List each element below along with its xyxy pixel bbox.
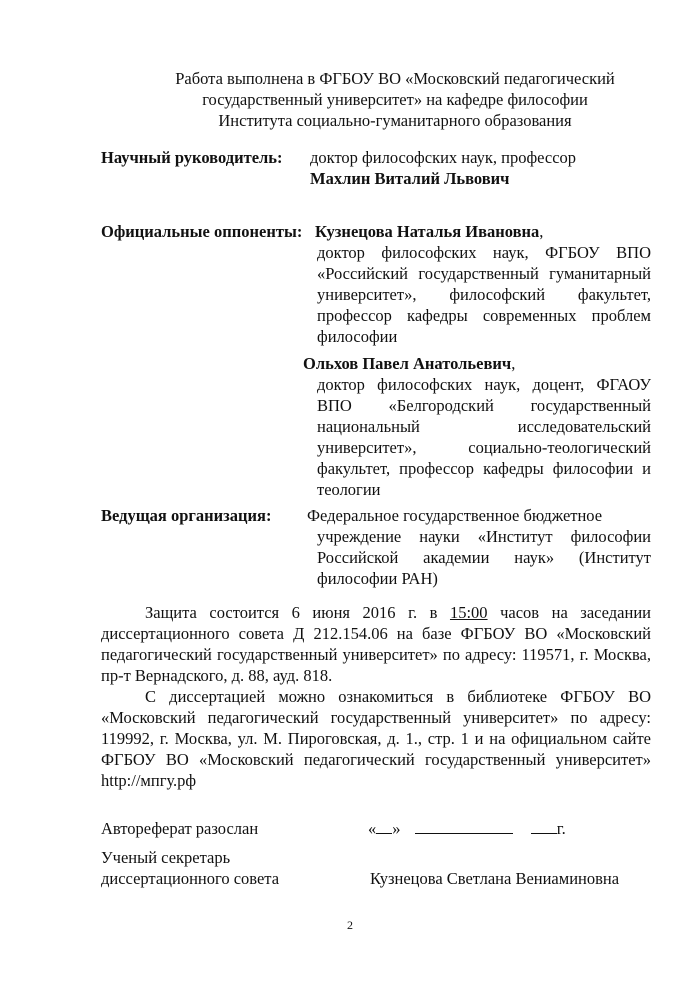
abstract-sent-date <box>368 818 566 839</box>
date-close-quote: » <box>392 819 401 838</box>
leading-org-details <box>317 526 651 589</box>
supervisor-label: Научный руководитель: <box>101 148 283 167</box>
opponent-1-line: университет», философский факультет, <box>317 285 651 304</box>
page-number: 2 <box>347 918 353 932</box>
opponent-2-line: национальный исследовательский <box>317 417 651 436</box>
opponent-1-details <box>317 242 651 347</box>
library-paragraph <box>101 686 651 791</box>
supervisor-degree: доктор философских наук, профессор <box>310 148 577 167</box>
opponent-2-line: факультет, профессор кафедры философии и <box>317 459 651 478</box>
defense-line: педагогический государственный университет» по адресу: 119571, г. Москва, <box>101 645 651 664</box>
header-line: государственный университет» на кафедре философии <box>202 90 588 109</box>
library-line: ФГБОУ ВО «Московский педагогический государственный университет» <box>101 750 651 769</box>
date-month-blank <box>415 819 513 834</box>
opponent-1-name: Кузнецова Наталья Ивановна <box>315 222 540 241</box>
leading-org-line: Российской академии наук» (Институт <box>317 548 651 567</box>
date-open-quote: « <box>368 819 377 838</box>
leading-org-label: Ведущая организация: <box>101 506 272 525</box>
date-day-blank <box>376 819 392 834</box>
opponent-1-line: философии <box>317 327 398 346</box>
defense-text: часов на заседании <box>487 603 651 622</box>
opponent-2-name: Ольхов Павел Анатольевич <box>303 354 512 373</box>
abstract-sent-label: Автореферат разослан <box>101 819 259 838</box>
header-line: Института социально-гуманитарного образования <box>218 111 572 130</box>
opponents-label: Официальные оппоненты: <box>101 222 303 241</box>
opponent-1-line: доктор философских наук, ФГБОУ ВПО <box>317 243 651 262</box>
leading-org-line: учреждение науки «Институт философии <box>317 527 651 546</box>
defense-paragraph <box>101 602 651 686</box>
defense-line <box>101 602 651 623</box>
library-line: 119992, г. Москва, ул. М. Пироговская, д. 1., стр. 1 и на официальном сайте <box>101 729 651 748</box>
opponent-2-details <box>317 374 651 500</box>
defense-text: Защита состоится 6 июня 2016 г. в <box>145 603 450 622</box>
opponent-1-heading <box>315 221 543 242</box>
opponent-1-punct: , <box>539 222 544 241</box>
date-year-suffix: г. <box>556 819 566 838</box>
leading-org-line: философии РАН) <box>317 569 438 588</box>
leading-org-line: Федеральное государственное бюджетное <box>307 506 603 525</box>
secretary-title <box>101 847 279 889</box>
secretary-line: диссертационного совета <box>101 869 280 888</box>
opponent-2-line: теологии <box>317 480 381 499</box>
secretary-name: Кузнецова Светлана Вениаминовна <box>370 869 620 888</box>
secretary-line: Ученый секретарь <box>101 848 231 867</box>
library-line: «Московский педагогический государственный университет» по адресу: <box>101 708 651 727</box>
opponent-2-line: ВПО «Белгородский государственный <box>317 396 651 415</box>
opponent-1-line: «Российский государственный гуманитарный <box>317 264 651 283</box>
date-year-blank <box>531 819 557 834</box>
opponent-2-heading <box>303 353 515 374</box>
library-line: С диссертацией можно ознакомиться в библиотеке ФГБОУ ВО <box>145 687 651 706</box>
header-line: Работа выполнена в ФГБОУ ВО «Московский педагогический <box>175 69 615 88</box>
supervisor-name: Махлин Виталий Львович <box>310 169 510 188</box>
defense-line: диссертационного совета Д 212.154.06 на базе ФГБОУ ВО «Московский <box>101 624 651 643</box>
opponent-2-line: университет», социально-теологический <box>317 438 651 457</box>
opponent-2-line: доктор философских наук, доцент, ФГАОУ <box>317 375 651 394</box>
opponent-1-line: профессор кафедры современных проблем <box>317 306 651 325</box>
header-block <box>130 68 660 131</box>
defense-time: 15:00 <box>449 603 488 622</box>
defense-line: пр-т Вернадского, д. 88, ауд. 818. <box>101 666 333 685</box>
website-link[interactable]: http://мпгу.рф <box>101 771 197 790</box>
opponent-2-punct: , <box>511 354 516 373</box>
